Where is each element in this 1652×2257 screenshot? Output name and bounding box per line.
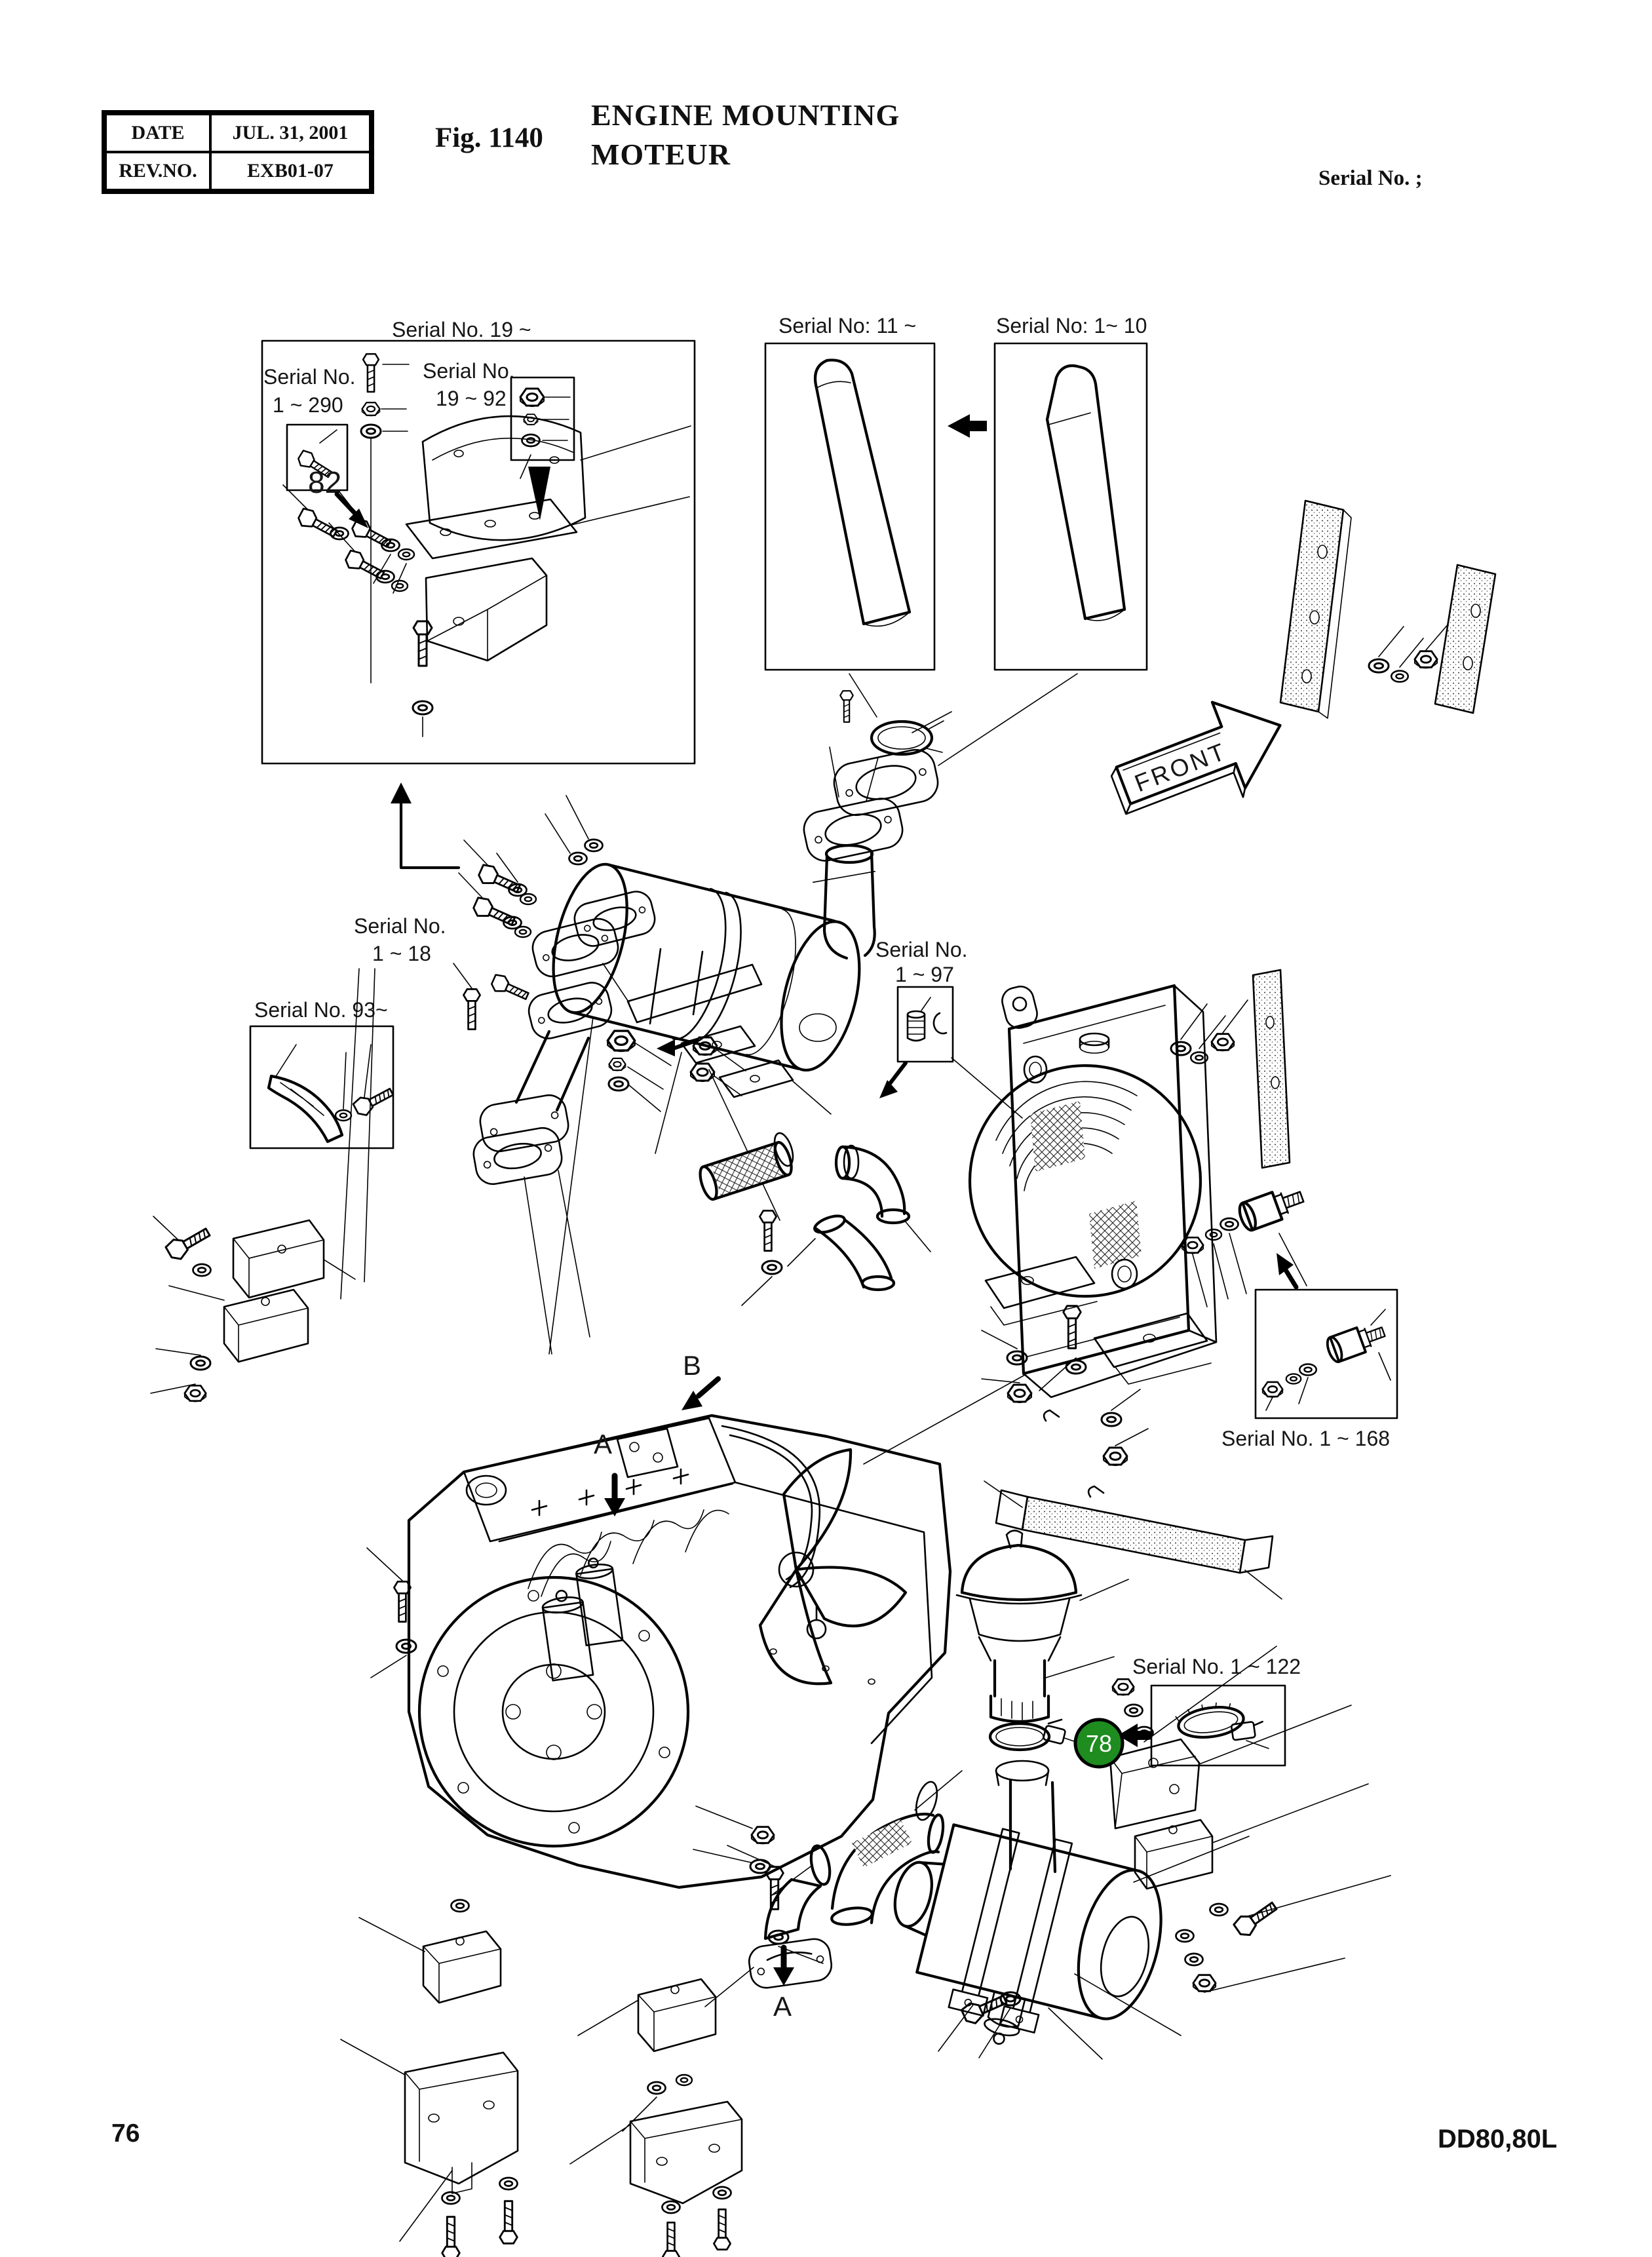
- inset-mount-detail: [262, 318, 695, 868]
- radiator-hose: [697, 1140, 794, 1201]
- exhaust-stack-options: [765, 314, 1147, 670]
- serial-18-93-callouts: [151, 914, 446, 1402]
- label-serial-11: Serial No: 11 ~: [778, 314, 917, 338]
- label-serial-19-92-line1: Serial No.: [423, 359, 515, 383]
- label-serial-1-18-line2: 1 ~ 18: [372, 942, 431, 965]
- engine-assembly: [341, 1350, 1391, 2257]
- exhaust-elbow-pipe: [453, 840, 615, 1354]
- callout-82: 82: [308, 465, 342, 499]
- exhaust-joint-parts: [801, 674, 1077, 864]
- sensor-part: [1237, 1183, 1307, 1232]
- title-line-fr: MOTEUR: [591, 138, 731, 171]
- label-serial-1-97-line1: Serial No.: [875, 938, 968, 961]
- label-serial-1-122: Serial No. 1 ~ 122: [1132, 1655, 1301, 1678]
- title-line-en: ENGINE MOUNTING: [591, 98, 900, 132]
- label-serial-93: Serial No. 93~: [254, 998, 388, 1022]
- muffler-assembly: [529, 796, 875, 1220]
- label-serial-1-97-line2: 1 ~ 97: [895, 963, 954, 986]
- arrow-down-left-icon: [879, 1080, 898, 1098]
- front-direction-arrow: [1100, 682, 1299, 838]
- date-label: DATE: [106, 114, 210, 152]
- date-value: JUL. 31, 2001: [210, 114, 370, 152]
- label-serial-19: Serial No. 19 ~: [392, 318, 531, 341]
- serial-97-callout: [875, 938, 968, 1098]
- leader-lines: [549, 712, 1025, 1464]
- arrow-left-small-icon: [657, 1039, 675, 1056]
- arrow-up-icon: [391, 782, 412, 803]
- label-serial-1-10: Serial No: 1~ 10: [996, 314, 1147, 338]
- rev-value: EXB01-07: [210, 152, 370, 190]
- view-letter-b: B: [683, 1350, 702, 1381]
- front-label: FRONT: [1130, 737, 1231, 798]
- label-serial-1-168: Serial No. 1 ~ 168: [1221, 1427, 1391, 1450]
- arrow-down-icon: [528, 467, 550, 520]
- serial-note: Serial No. ;: [1318, 166, 1423, 190]
- label-serial-19-92-line2: 19 ~ 92: [436, 387, 507, 410]
- rev-label: REV.NO.: [106, 152, 210, 190]
- label-serial-1-290-line2: 1 ~ 290: [273, 393, 343, 417]
- figure-number: Fig. 1140: [435, 123, 543, 153]
- air-cleaner-assembly: [693, 1530, 1301, 2075]
- label-serial-1-290-line1: Serial No.: [263, 365, 356, 389]
- view-letter-a-bottom: A: [773, 1991, 792, 2022]
- page-number: 76: [111, 2119, 140, 2148]
- view-letter-a-top: A: [594, 1429, 613, 1459]
- arrow-a-bottom-icon: [773, 1967, 794, 1986]
- air-cleaner-body: [867, 1805, 1178, 2075]
- arrow-left-icon: [948, 414, 970, 438]
- label-serial-1-18-line1: Serial No.: [354, 914, 446, 938]
- callout-78: 78: [1085, 1730, 1113, 1757]
- model-code: DD80,80L: [1438, 2125, 1558, 2153]
